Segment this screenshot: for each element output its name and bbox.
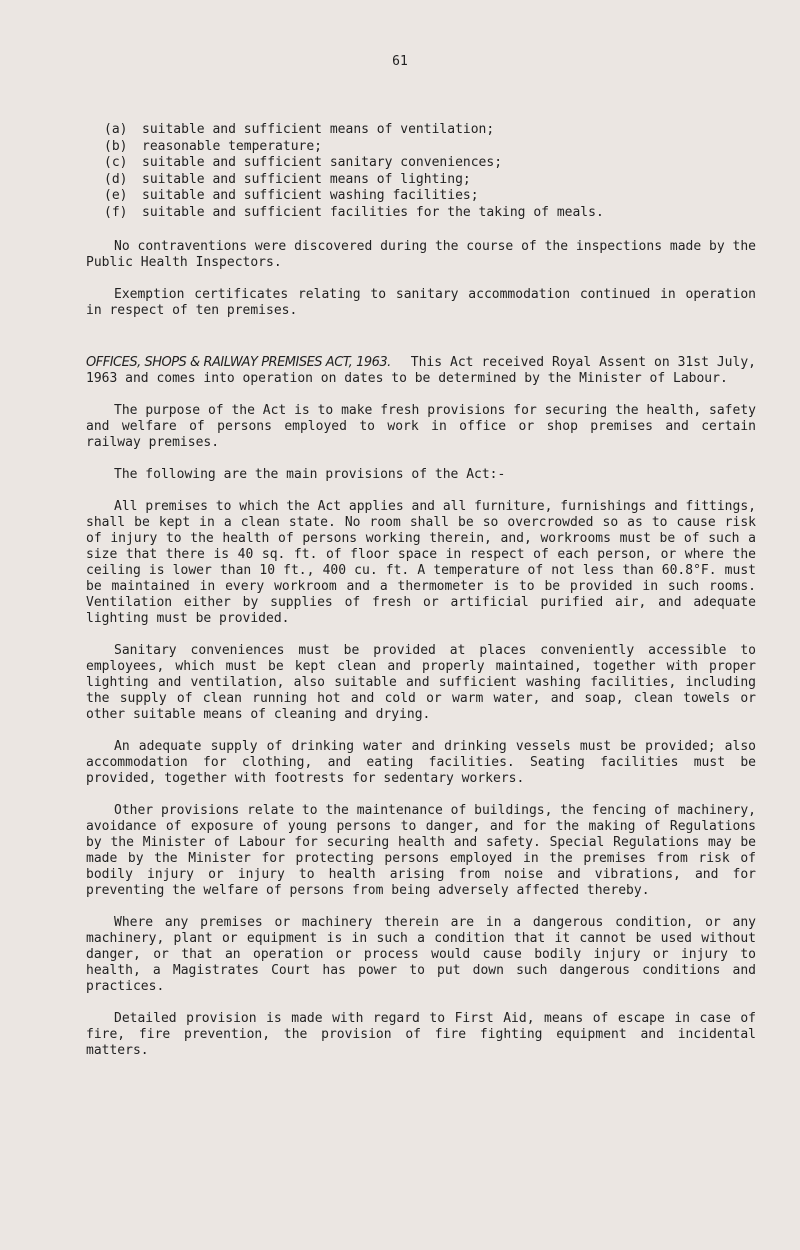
list-item-marker: (e) [104, 188, 128, 203]
first-aid-paragraph: Detailed provision is made with regard to First Aid, means of escape in case of fire, fire prevention, the provision of fire fighting equipment and incidental matters. [86, 1011, 756, 1058]
list-item-marker: (c) [104, 155, 128, 170]
list-item-text: suitable and sufficient washing facilities; [142, 188, 479, 203]
page-number: 61 [392, 54, 408, 69]
list-item-text: suitable and sufficient sanitary conveniences; [142, 155, 503, 170]
list-item [104, 205, 756, 222]
list-item-marker: (f) [104, 204, 128, 220]
list-item-text: suitable and sufficient means of lighting; [142, 171, 471, 187]
requirements-list [104, 122, 756, 221]
act-intro-text: This Act received Royal Assent on 31st July, 1963 and comes into operation on dates to be determined by the Minister of Labour. [86, 355, 756, 386]
list-item [104, 139, 756, 156]
dangerous-conditions-paragraph: Where any premises or machinery therein are in a dangerous condition, or any machinery, plant or equipment is in such a condition that it cannot be used without danger, or that an operation or process would cause bodily injury or injury to health, a Magistrates Court has power to put down such dangerous conditions and practices. [86, 915, 756, 994]
list-item-text: suitable and sufficient means of ventilation; [142, 122, 495, 137]
drinking-water-paragraph: An adequate supply of drinking water and drinking vessels must be provided; also accommodation for clothing, and eating facilities. Seating facilities must be provided, together with footrests for sedentary workers. [86, 739, 756, 786]
other-provisions-paragraph: Other provisions relate to the maintenance of buildings, the fencing of machinery, avoidance of exposure of young persons to danger, and for the making of Regulations by the Minister of Labour for securing health and safety. Special Regulations may be made by the Minister for protecting persons employed in the premises from risk of bodily injury or injury to health arising from noise and vibrations, and for preventing the welfare of persons from being adversely affected thereby. [86, 803, 756, 898]
section-heading: OFFICES, SHOPS & RAILWAY PREMISES ACT, 1963. [86, 355, 391, 370]
contraventions-paragraph: No contraventions were discovered during the course of the inspections made by the Public Health Inspectors. [86, 239, 756, 270]
main-provisions-paragraph: The following are the main provisions of the Act:- [114, 467, 506, 482]
list-item [104, 155, 756, 172]
cleanliness-paragraph: All premises to which the Act applies and all furniture, furnishings and fittings, shall be kept in a clean state. No room shall be so overcrowded so as to cause risk of injury to the health of persons working therein, and, workrooms must be of such a size that there is 40 sq. ft. of floor space in respect of each person, or where the ceiling is lower than 10 ft., 400 cu. ft. A temperature of not less than 60.8°F. must be maintained in every workroom and a thermometer is to be provided in such rooms. Ventilation either by supplies of fresh or artificial purified air, and adequate lighting must be provided. [86, 499, 756, 626]
act-intro-paragraph [86, 355, 756, 387]
list-item-marker: (b) [104, 138, 128, 154]
page-body [86, 122, 756, 1075]
list-item [104, 172, 756, 189]
exemptions-paragraph: Exemption certificates relating to sanitary accommodation continued in operation in respect of ten premises. [86, 287, 756, 318]
list-item-text: suitable and sufficient facilities for the taking of meals. [142, 204, 604, 220]
sanitary-paragraph: Sanitary conveniences must be provided at places conveniently accessible to employees, which must be kept clean and properly maintained, together with proper lighting and ventilation, also suitable and sufficient washing facilities, including the supply of clean running hot and cold or warm water, and soap, clean towels or other suitable means of cleaning and drying. [86, 643, 756, 722]
list-item-text: reasonable temperature; [142, 138, 323, 154]
purpose-paragraph: The purpose of the Act is to make fresh provisions for securing the health, safety and welfare of persons employed to work in office or shop premises and certain railway premises. [86, 403, 756, 450]
list-item-marker: (a) [104, 122, 128, 137]
list-item [104, 122, 756, 139]
list-item [104, 188, 756, 205]
list-item-marker: (d) [104, 171, 128, 187]
